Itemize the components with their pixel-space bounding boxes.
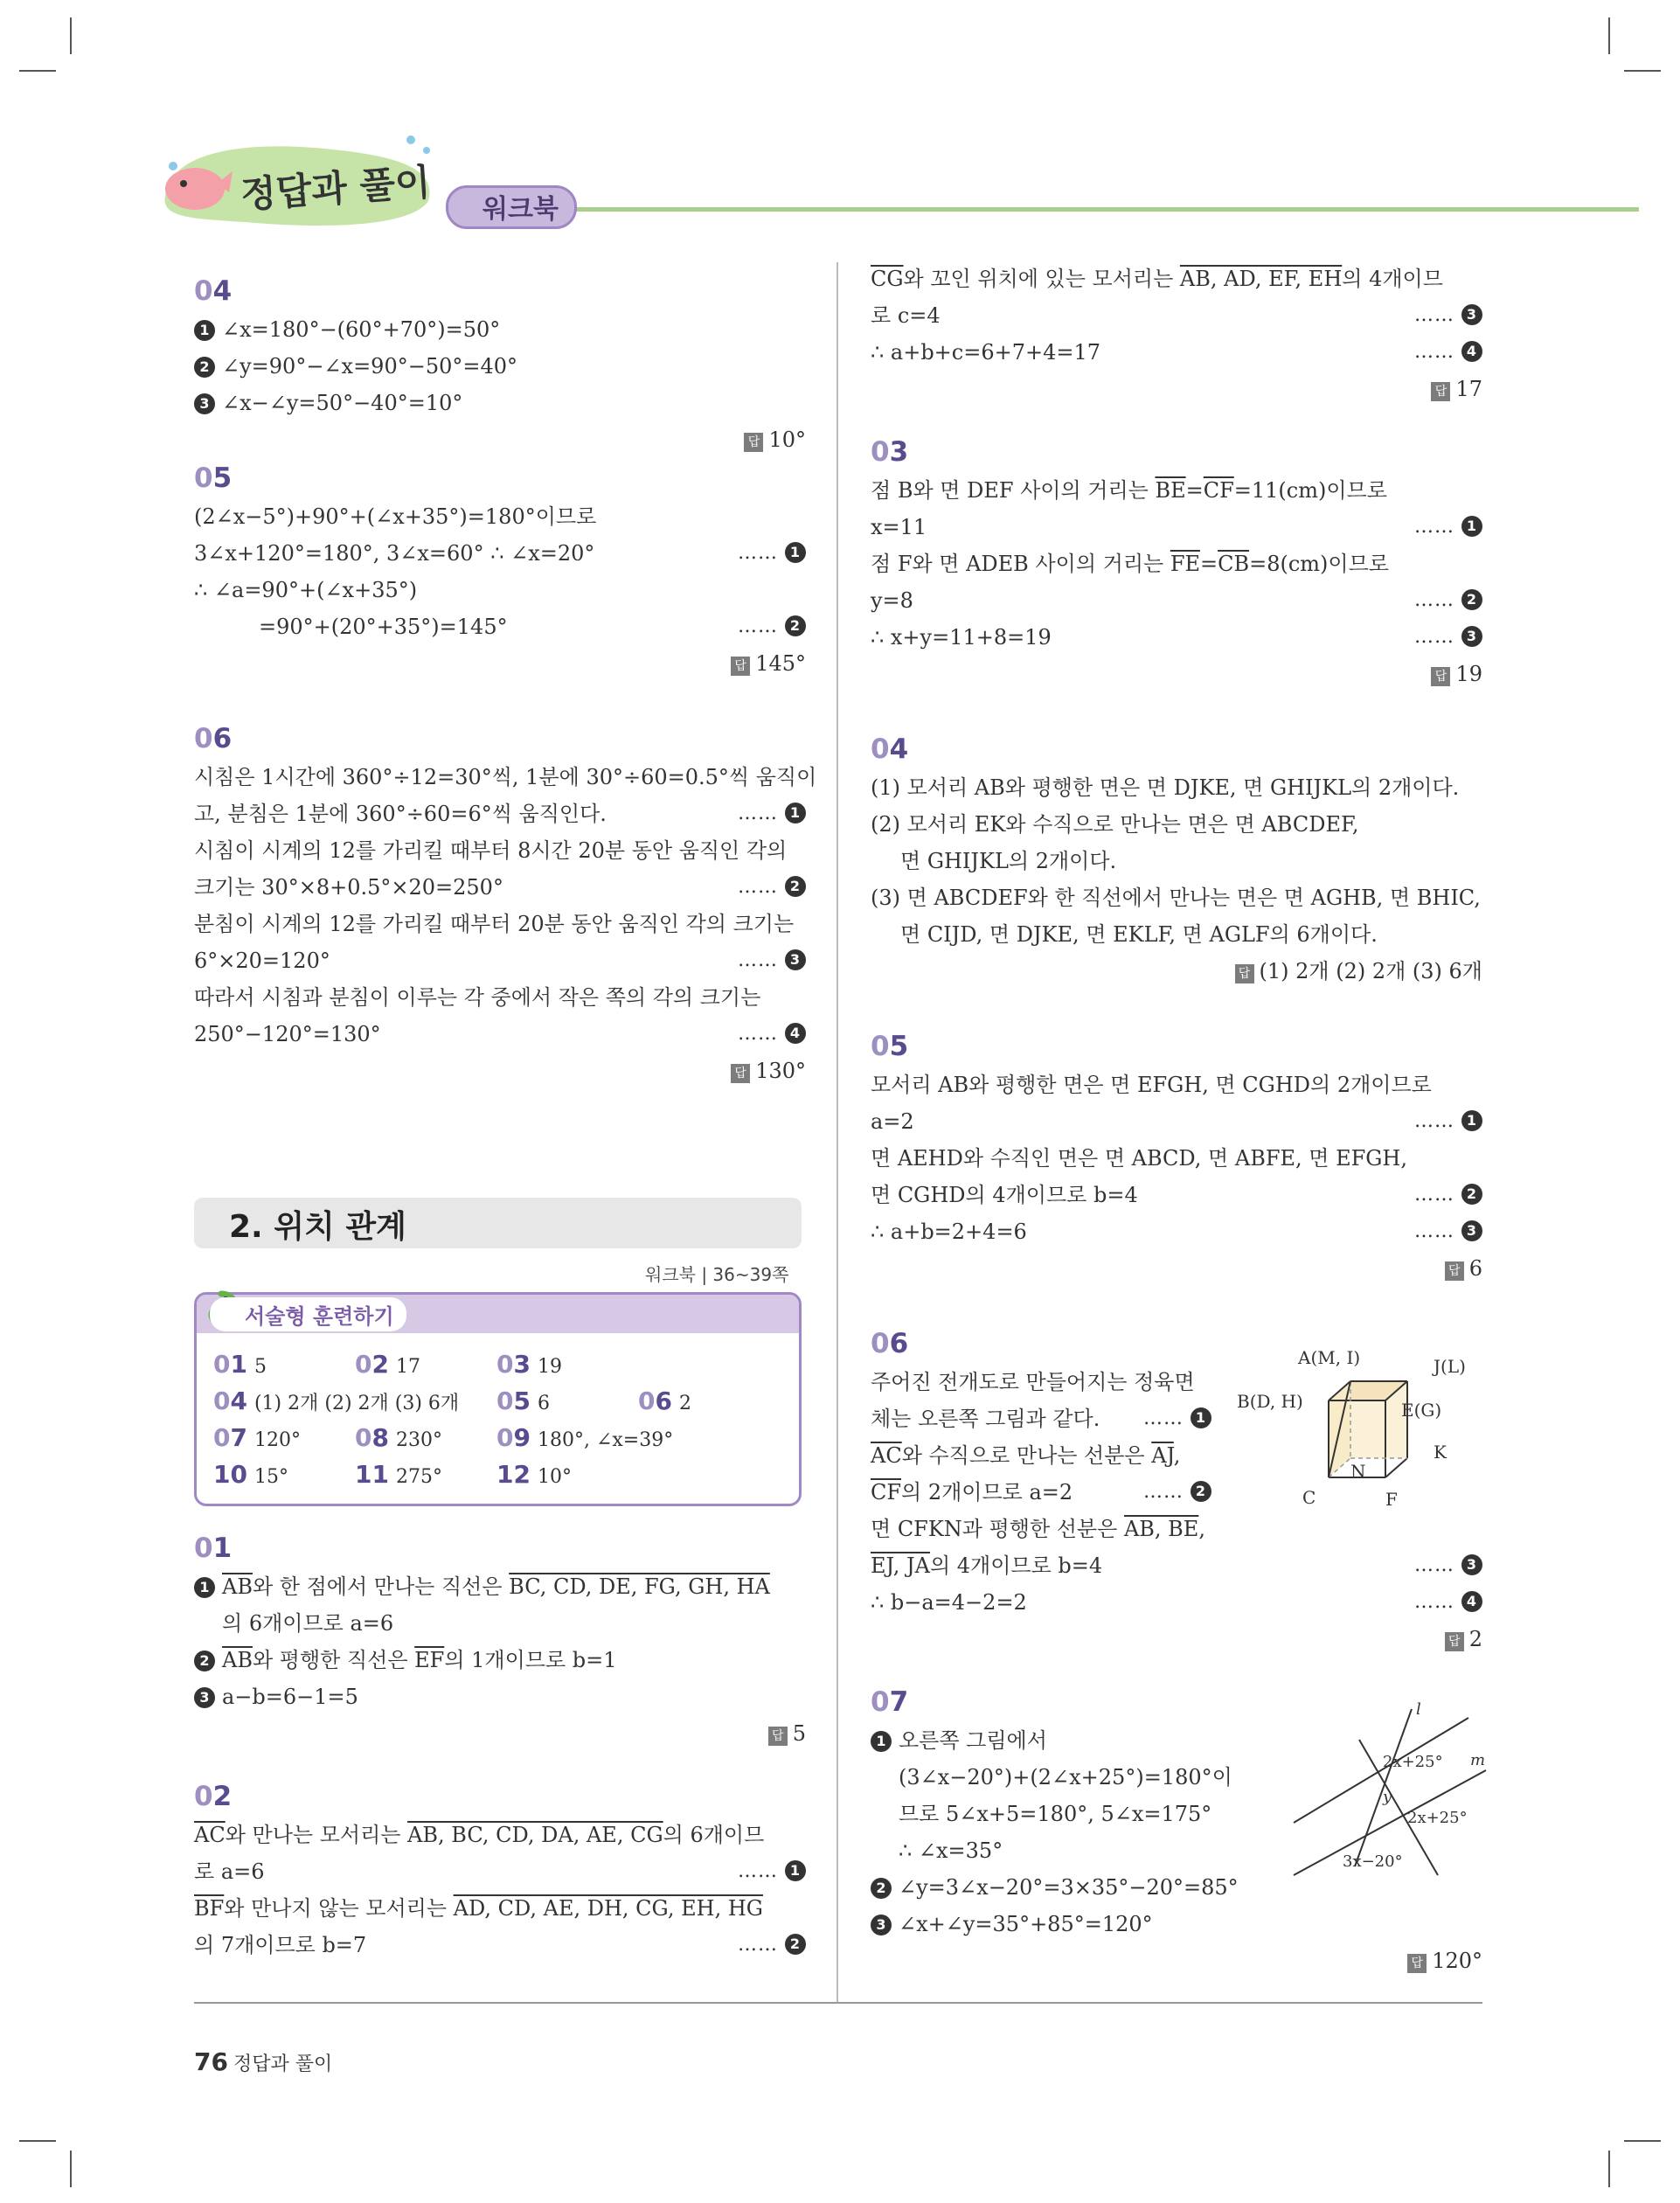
answer-line: 답 5 — [194, 1715, 806, 1752]
angle-label-1: 2x+25° — [1383, 1753, 1443, 1771]
quick-answer-label: 서술형 훈련하기 — [210, 1297, 406, 1331]
quick-answer: 05 6 — [496, 1386, 550, 1415]
solution-line: $\overline{CG}$와 꼬인 위치에 있는 모서리는 AB, AD, EF, EH의 4개이므 — [871, 267, 1443, 291]
problem-number: 03 — [871, 436, 909, 468]
solution-line: 로 a=6 …… 1 — [194, 1853, 806, 1890]
line-l-label: l — [1416, 1700, 1421, 1719]
solution-line: y=8 …… 2 — [871, 582, 1482, 619]
solution-line: EJ, JA의 4개이므로 b=4 …… 3 — [871, 1547, 1482, 1584]
left-column — [194, 271, 817, 1089]
solution-line: 면 GHIJKL의 2개이다. — [900, 849, 1117, 873]
page-footer — [194, 2047, 332, 2076]
problem-number: 06 — [194, 723, 233, 754]
problem-number: 06 — [871, 1328, 909, 1359]
quick-answer: 09 180°, ∠x=39° — [496, 1423, 674, 1452]
quick-answer: 04 (1) 2개 (2) 2개 (3) 6개 — [213, 1386, 460, 1415]
angle-label-2: 2x+25° — [1407, 1809, 1468, 1827]
answer-line: 답 17 — [871, 371, 1482, 407]
cube-label-F: F — [1385, 1489, 1398, 1510]
solution-line: 면 CFKN과 평행한 선분은 AB, BE, — [871, 1517, 1205, 1541]
solution-line: 면 CGHD의 4개이므로 b=4 …… 2 — [871, 1177, 1482, 1213]
solution-line: 2 $\overline{AB}$와 평행한 직선은 $\overline{EF}$의 1개이므로 b=1 — [194, 1642, 806, 1678]
problem-number: 01 — [194, 1532, 233, 1564]
quick-answer: 06 2 — [638, 1386, 691, 1415]
solution-line: 1 오른쪽 그림에서 — [871, 1722, 1482, 1759]
quick-answer: 08 230° — [355, 1423, 442, 1452]
solution-line: $\overline{AC}$와 만나는 모서리는 AB, BC, CD, DA, AE, CG의 6개이므 — [194, 1823, 765, 1847]
cube-label-B: B(D, H) — [1237, 1391, 1303, 1412]
solution-line: 체는 오른쪽 그림과 같다. …… 1 — [871, 1400, 1211, 1437]
answer-line: 답 19 — [871, 656, 1482, 692]
solution-line: (1) 모서리 AB와 평행한 면은 면 DJKE, 면 GHIJKL의 2개이다. — [871, 775, 1460, 800]
solution-line: 면 CIJD, 면 DJKE, 면 EKLF, 면 AGLF의 6개이다. — [900, 922, 1378, 947]
footer-label: 정답과 풀이 — [233, 2054, 333, 2075]
solution-line: 점 F와 면 ADEB 사이의 거리는 $\overline{FE}=\overline{CB}=8(cm)$이므로 — [871, 552, 1389, 576]
solution-line: x=11 …… 1 — [871, 509, 1482, 546]
solution-line: $\overline{CF}$의 2개이므로 a=2 …… 2 — [871, 1474, 1211, 1511]
solution-line: 1 ∠x=180°−(60°+70°)=50° — [194, 311, 806, 348]
cube-label-E: E(G) — [1401, 1400, 1442, 1421]
solution-line: 면 AEHD와 수직인 면은 면 ABCD, 면 ABFE, 면 EFGH, — [871, 1146, 1407, 1171]
solution-line: 6°×20=120° …… 3 — [194, 942, 806, 979]
cube-label-A: A(M, I) — [1298, 1347, 1361, 1368]
cube-label-N: N — [1350, 1461, 1366, 1482]
page-header-title: 정답과 풀이 — [239, 160, 433, 217]
solution-line: 1 $\overline{AB}$와 한 점에서 만나는 직선은 BC, CD, DE, FG, GH, HA — [194, 1568, 806, 1605]
whale-mascot-icon — [156, 157, 234, 219]
solution-line: ∴ a+b=2+4=6 …… 3 — [871, 1213, 1482, 1250]
solution-line: 분침이 시계의 12를 가리킬 때부터 20분 동안 움직인 각의 크기는 — [194, 912, 795, 936]
answer-line: 답 10° — [194, 421, 806, 458]
left-column-lower — [194, 1528, 806, 1963]
header-rule — [498, 207, 1639, 212]
solution-line: 2 ∠y=90°−∠x=90°−50°=40° — [194, 348, 806, 385]
solution-line: 고, 분침은 1분에 360°÷60=6°씩 움직인다. …… 1 — [194, 796, 806, 832]
problem-number: 04 — [871, 733, 909, 765]
problem-number: 05 — [871, 1031, 909, 1062]
angle-label-3: 3x−20° — [1343, 1852, 1403, 1871]
line-m-label: m — [1470, 1751, 1486, 1769]
solution-line: 따라서 시침과 분침이 이루는 각 중에서 작은 쪽의 각의 크기는 — [194, 985, 761, 1010]
section-title: 2. 위치 관계 — [229, 1209, 406, 1245]
solution-line: 점 B와 면 DEF 사이의 거리는 $\overline{BE}=\overline{CF}=11(cm)$이므로 — [871, 478, 1387, 503]
quick-answer: 02 17 — [355, 1350, 420, 1379]
solution-line: 시침이 시계의 12를 가리킬 때부터 8시간 20분 동안 움직인 각의 — [194, 838, 788, 863]
solution-line: =90°+(20°+35°)=145° …… 2 — [194, 608, 806, 645]
problem-number: 04 — [194, 275, 233, 307]
quick-answer: 07 120° — [213, 1423, 301, 1452]
solution-line: ∴ x+y=11+8=19 …… 3 — [871, 619, 1482, 656]
quick-answer: 10 15° — [213, 1460, 288, 1489]
solution-line: 시침은 1시간에 360°÷12=30°씩, 1분에 30°÷60=0.5°씩 움직이 — [194, 765, 817, 789]
solution-line: $\overline{AC}$와 수직으로 만나는 선분은 $\overline{AJ}$, — [871, 1443, 1181, 1468]
problem-number: 05 — [194, 462, 233, 494]
solution-line: 3∠x+120°=180°, 3∠x=60° ∴ ∠x=20° …… 1 — [194, 535, 806, 572]
answer-line: 답 (1) 2개 (2) 2개 (3) 6개 — [871, 953, 1482, 990]
answer-line: 답 2 — [871, 1621, 1482, 1657]
solution-line: 의 7개이므로 b=7 …… 2 — [194, 1927, 806, 1963]
page-number: 76 — [194, 2047, 228, 2076]
quick-answer: 12 10° — [496, 1460, 572, 1489]
solution-line: 주어진 전개도로 만들어지는 정육면 — [871, 1370, 1195, 1394]
column-divider — [837, 262, 838, 2002]
solution-line: (2∠x−5°)+90°+(∠x+35°)=180°이므로 — [194, 504, 597, 529]
solution-line: (2) 모서리 EK와 수직으로 만나는 면은 면 ABCDEF, — [871, 812, 1359, 837]
solution-line: 3 ∠x+∠y=35°+85°=120° — [871, 1906, 1482, 1942]
answer-line: 답 130° — [194, 1053, 806, 1089]
solution-line: (3∠x−20°)+(2∠x+25°)=180°이 — [899, 1765, 1232, 1790]
quick-answer: 03 19 — [496, 1350, 562, 1379]
cube-figure — [1237, 1346, 1490, 1521]
solution-line: ∴ ∠a=90°+(∠x+35°) — [194, 578, 418, 602]
solution-line: ∴ a+b+c=6+7+4=17 …… 4 — [871, 334, 1482, 371]
bottom-rule — [194, 2002, 1482, 2004]
cube-label-J: J(L) — [1434, 1356, 1466, 1377]
solution-line: a=2 …… 1 — [871, 1103, 1482, 1140]
solution-line: ∴ ∠x=35° — [899, 1838, 1003, 1863]
parallel-lines-figure — [1285, 1700, 1495, 1884]
solution-line: $\overline{BF}$와 만나지 않는 모서리는 AD, CD, AE, DH, CG, EH, HG — [194, 1896, 763, 1921]
solution-line: (3) 면 ABCDEF와 한 직선에서 만나는 면은 면 AGHB, 면 BHIC, — [871, 886, 1481, 910]
answer-line: 답 145° — [194, 645, 806, 682]
workbook-tag: 워크북 — [446, 185, 577, 229]
problem-number: 07 — [871, 1686, 909, 1718]
cube-label-C: C — [1302, 1487, 1316, 1508]
solution-line: 3 a−b=6−1=5 — [194, 1678, 806, 1715]
solution-line: 2 ∠y=3∠x−20°=3×35°−20°=85° — [871, 1869, 1482, 1906]
solution-line: ∴ b−a=4−2=2 …… 4 — [871, 1584, 1482, 1621]
solution-line: 크기는 30°×8+0.5°×20=250° …… 2 — [194, 869, 806, 906]
solution-line: 의 6개이므로 a=6 — [222, 1611, 394, 1636]
quick-answer: 01 5 — [213, 1350, 267, 1379]
solution-line: 모서리 AB와 평행한 면은 면 EFGH, 면 CGHD의 2개이므로 — [871, 1073, 1432, 1097]
angle-label-y: y — [1383, 1788, 1392, 1806]
problem-number: 02 — [194, 1781, 233, 1812]
answer-line: 답 120° — [871, 1942, 1482, 1979]
answer-line: 답 6 — [871, 1250, 1482, 1287]
solution-line: 므로 5∠x+5=180°, 5∠x=175° — [899, 1802, 1212, 1826]
solution-line: 250°−120°=130° …… 4 — [194, 1016, 806, 1053]
solution-line: 3 ∠x−∠y=50°−40°=10° — [194, 385, 806, 421]
section-page-range: 워크북 | 36~39쪽 — [645, 1264, 789, 1285]
solution-line: 로 c=4 …… 3 — [871, 297, 1482, 334]
quick-answer: 11 275° — [355, 1460, 442, 1489]
cube-label-K: K — [1434, 1442, 1447, 1463]
